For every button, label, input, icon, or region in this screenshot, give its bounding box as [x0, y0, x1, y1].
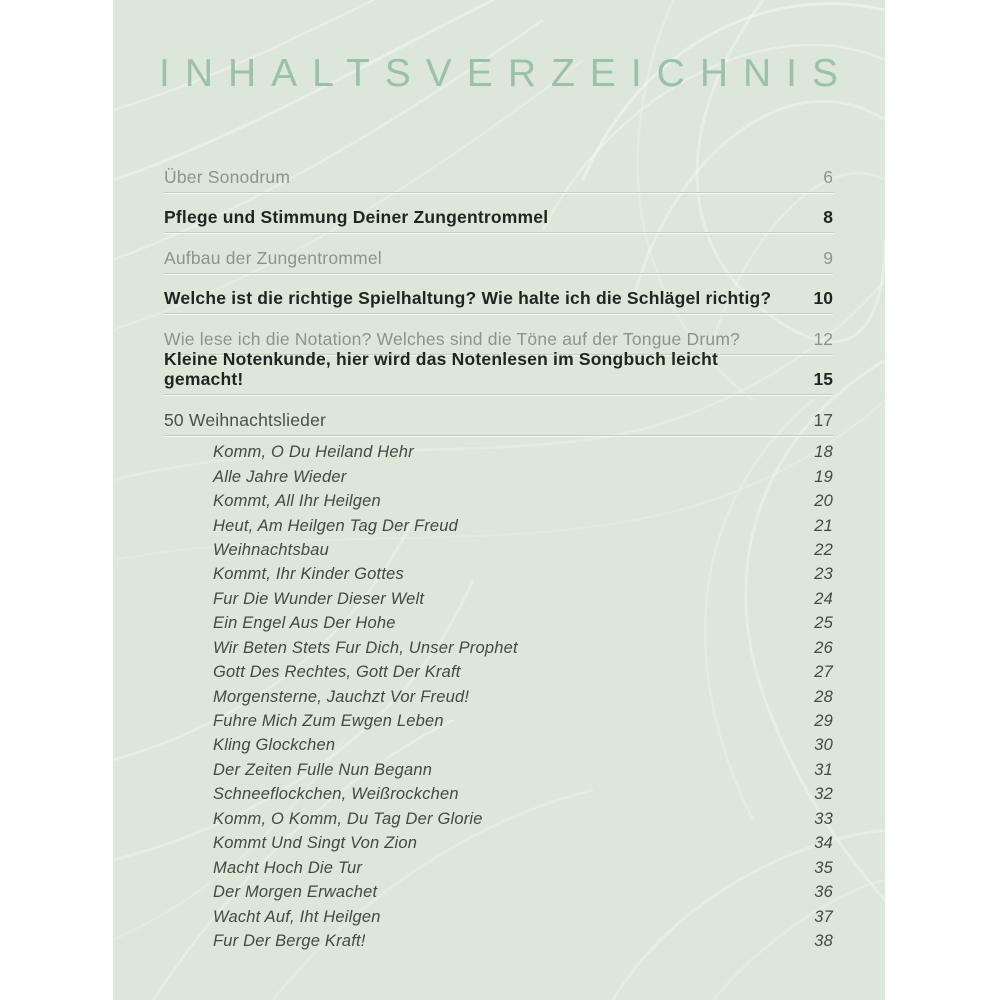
song-page: 37: [814, 907, 833, 926]
toc-entry-label: 50 Weihnachtslieder: [164, 409, 327, 430]
toc-entry-label: Welche ist die richtige Spielhaltung? Wie halte ich die Schlägel richtig?: [164, 288, 772, 308]
toc-entry-page: 6: [823, 166, 833, 187]
toc-entry-label: Kleine Notenkunde, hier wird das Notenlesen im Songbuch leicht gemacht!: [164, 349, 719, 389]
song-entry: [164, 538, 833, 562]
song-entry: [164, 734, 833, 758]
toc-list: [164, 152, 833, 954]
page-title: INHALTSVERZEICHNIS: [158, 52, 853, 95]
toc-entry-label: Über Sonodrum: [164, 166, 291, 187]
song-title: Gott Des Rechtes, Gott Der Kraft: [213, 663, 461, 682]
song-entry: [164, 832, 833, 856]
song-title: Der Zeiten Fulle Nun Begann: [213, 760, 433, 779]
song-title: Kommt, Ihr Kinder Gottes: [213, 565, 404, 584]
song-page: 38: [814, 931, 833, 950]
toc-entry: [164, 274, 833, 315]
song-page: 22: [814, 540, 833, 559]
toc-entry-page: 17: [813, 409, 833, 430]
toc-entry-page: 8: [823, 207, 833, 227]
song-page: 26: [814, 638, 833, 657]
song-title: Wir Beten Stets Fur Dich, Unser Prophet: [213, 638, 518, 657]
toc-entry-page: 15: [813, 369, 833, 389]
song-title: Kommt Und Singt Von Zion: [213, 834, 418, 853]
song-page: 19: [814, 467, 833, 486]
song-title: Der Morgen Erwachet: [213, 883, 378, 902]
song-entry: [164, 660, 833, 684]
song-page: 21: [814, 516, 833, 535]
song-title: Schneeflockchen, Weißrockchen: [213, 785, 459, 804]
toc-entry: [164, 193, 833, 234]
song-page: 33: [814, 809, 833, 828]
toc-entry: [164, 233, 833, 274]
song-page: 35: [814, 858, 833, 877]
song-page: 32: [814, 785, 833, 804]
toc-entry-label: Aufbau der Zungentrommel: [164, 247, 382, 268]
song-title: Kommt, All Ihr Heilgen: [213, 492, 381, 511]
toc-entry: [164, 349, 833, 396]
song-title: Ein Engel Aus Der Hohe: [213, 614, 396, 633]
song-entry: [164, 880, 833, 904]
song-entry: [164, 758, 833, 782]
song-title: Alle Jahre Wieder: [213, 467, 347, 486]
song-title: Macht Hoch Die Tur: [213, 858, 363, 877]
toc-entry-page: 12: [813, 328, 833, 349]
song-title: Morgensterne, Jauchzt Vor Freud!: [213, 687, 470, 706]
toc-entry-label: Wie lese ich die Notation? Welches sind die Töne auf der Tongue Drum?: [164, 328, 741, 349]
song-entry: [164, 685, 833, 709]
toc-entry: [164, 395, 833, 436]
song-entry: [164, 636, 833, 660]
song-page: 24: [814, 589, 833, 608]
song-title: Komm, O Du Heiland Hehr: [213, 443, 414, 462]
title-row: [113, 52, 885, 96]
song-entry: [164, 563, 833, 587]
song-title: Weihnachtsbau: [213, 540, 330, 559]
song-title: Fuhre Mich Zum Ewgen Leben: [213, 712, 444, 731]
song-entry: [164, 807, 833, 831]
song-entry: [164, 856, 833, 880]
song-entry: [164, 489, 833, 513]
song-entry: [164, 587, 833, 611]
song-page: 31: [814, 760, 833, 779]
song-page: 28: [814, 687, 833, 706]
song-page: 30: [814, 736, 833, 755]
toc-entry: [164, 152, 833, 193]
song-page: 23: [814, 565, 833, 584]
song-entry: [164, 465, 833, 489]
toc-page: [113, 0, 885, 1000]
song-page: 20: [814, 492, 833, 511]
song-entry: [164, 514, 833, 538]
song-entry: [164, 929, 833, 953]
song-title: Kling Glockchen: [213, 736, 336, 755]
song-entry: [164, 709, 833, 733]
song-title: Wacht Auf, Iht Heilgen: [213, 907, 381, 926]
song-entry: [164, 612, 833, 636]
song-entry: [164, 441, 833, 465]
song-page: 18: [814, 443, 833, 462]
song-page: 29: [814, 712, 833, 731]
song-page: 27: [814, 663, 833, 682]
song-title: Fur Die Wunder Dieser Welt: [213, 589, 425, 608]
toc-entry-page: 10: [813, 288, 833, 308]
song-title: Heut, Am Heilgen Tag Der Freud: [213, 516, 459, 535]
song-list: [164, 441, 833, 954]
toc-entry-label: Pflege und Stimmung Deiner Zungentrommel: [164, 207, 549, 227]
song-title: Komm, O Komm, Du Tag Der Glorie: [213, 809, 483, 828]
song-entry: [164, 905, 833, 929]
song-page: 25: [814, 614, 833, 633]
song-entry: [164, 783, 833, 807]
song-page: 36: [814, 883, 833, 902]
song-title: Fur Der Berge Kraft!: [213, 931, 366, 950]
toc-entry-page: 9: [823, 247, 833, 268]
song-page: 34: [814, 834, 833, 853]
